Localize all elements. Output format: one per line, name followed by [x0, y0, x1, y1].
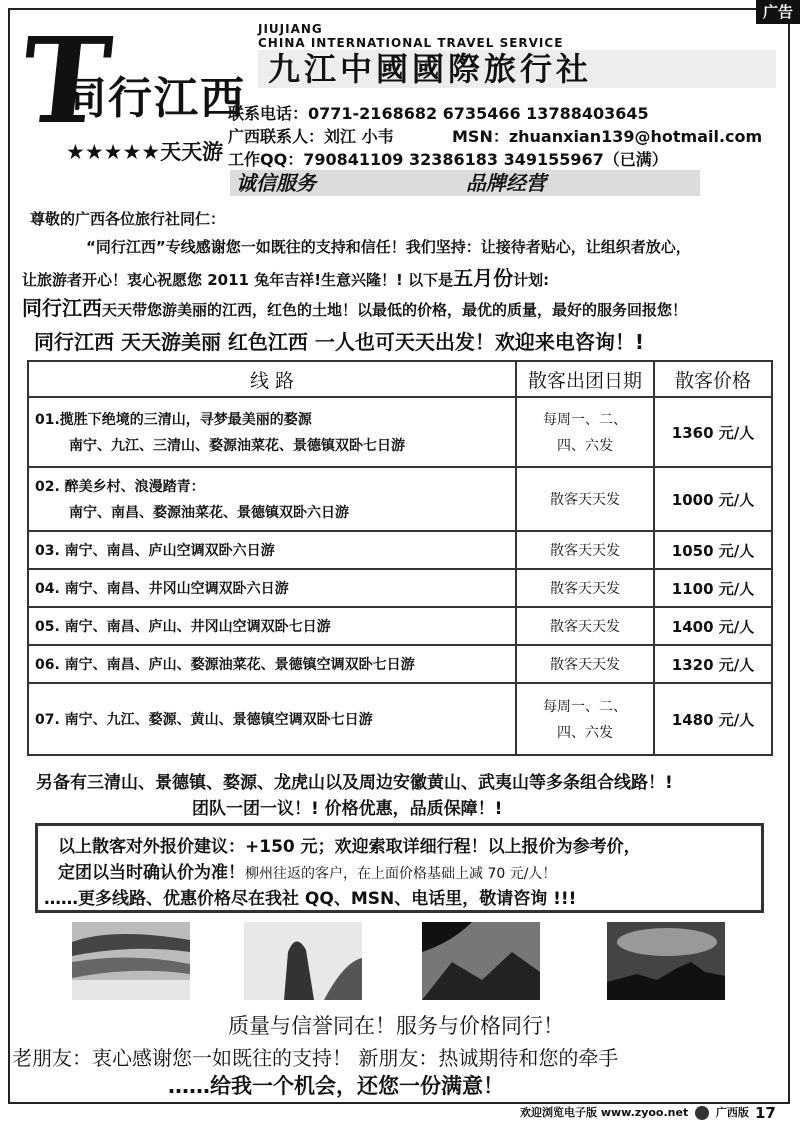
route-description: [28, 467, 516, 531]
notice-line-1: 以上散客对外报价建议：+150 元；欢迎索取详细行程！以上报价为参考价，: [58, 837, 641, 857]
route-row: [28, 467, 772, 531]
notice-line-3: ……更多线路、优惠价格尽在我社 QQ、MSN、电话里，敬请咨询 !!!: [44, 889, 577, 909]
route-itinerary: 南宁、南昌、婺源油菜花、景德镇双卧六日游: [69, 505, 349, 521]
ad-tag: 广告: [756, 0, 800, 24]
footer-line-1: 质量与信誉同在！服务与价格同行！: [228, 1014, 564, 1038]
contact-qq: 工作QQ：790841109 32386183 349155967（已满）: [228, 150, 668, 169]
intro-line-3-text: 天天带您游美丽的江西，红色的土地！以最低的价格，最优的质量，最好的服务回报您！: [102, 301, 688, 319]
route-price: 1100 元/人: [654, 569, 772, 607]
route-price: 1360 元/人: [654, 397, 772, 467]
route-title: 01.揽胜下绝境的三清山，寻梦最美丽的婺源: [35, 412, 312, 428]
intro-line-2-end: 计划:: [513, 271, 550, 289]
departure-date: [516, 467, 654, 531]
mountain-photo: [422, 922, 540, 1000]
date-line: 散客天天发: [550, 492, 620, 508]
route-itinerary: 南宁、九江、三清山、婺源油菜花、景德镇双卧七日游: [69, 438, 405, 454]
combo-line-1: 另备有三清山、景德镇、婺源、龙虎山以及周边安徽黄山、武夷山等多条组合线路！!: [36, 773, 673, 793]
terraced-fields-photo: [72, 922, 190, 1000]
month-highlight: 五月份: [453, 266, 514, 290]
contact-msn: MSN：zhuanxian139@hotmail.com: [452, 127, 763, 146]
globe-icon: [695, 1106, 709, 1120]
route-price: 1050 元/人: [654, 531, 772, 569]
departure-date: [516, 569, 654, 607]
footer-line-2: 老朋友：衷心感谢您一如既往的支持！ 新朋友：热诚期待和您的牵手: [12, 1046, 619, 1070]
route-description: [28, 531, 516, 569]
route-description: [28, 397, 516, 467]
route-title: 02. 醉美乡村、浪漫踏青：: [35, 479, 205, 495]
notice-box: [35, 823, 764, 913]
route-title: 05. 南宁、南昌、庐山、井冈山空调双卧七日游: [35, 619, 331, 635]
departure-date: [516, 683, 654, 755]
departure-date: [516, 531, 654, 569]
route-row: [28, 569, 772, 607]
route-description: [28, 569, 516, 607]
route-price: 1400 元/人: [654, 607, 772, 645]
main-slogan: 同行江西 天天游美丽 红色江西 一人也可天天出发！欢迎来电咨询！!: [34, 330, 645, 354]
motto-service: 诚信服务: [236, 171, 316, 195]
routes-table: [27, 360, 773, 756]
greeting: 尊敬的广西各位旅行社同仁：: [30, 210, 226, 228]
date-line-2: 四、六发: [557, 438, 613, 454]
date-line: 散客天天发: [550, 581, 620, 597]
logo-subtitle-text: 天天游: [160, 140, 224, 164]
header-route: 线 路: [28, 361, 516, 397]
brand-pinyin: JIUJIANG: [258, 22, 323, 36]
route-price: 1480 元/人: [654, 683, 772, 755]
departure-date: [516, 607, 654, 645]
route-title: 07. 南宁、九江、婺源、黄山、景德镇空调双卧七日游: [35, 712, 373, 728]
logo-subtitle: [66, 136, 223, 166]
sunset-pagoda-photo: [607, 922, 725, 1000]
route-description: [28, 645, 516, 683]
route-price: 1320 元/人: [654, 645, 772, 683]
route-title: 03. 南宁、南昌、庐山空调双卧六日游: [35, 543, 275, 559]
date-line: 散客天天发: [550, 543, 620, 559]
statue-photo: [244, 922, 362, 1000]
notice-line-2-main: 定团以当时确认价为准！: [58, 863, 245, 883]
footer-site: [520, 1104, 749, 1120]
date-line: 散客天天发: [550, 657, 620, 673]
motto-bar: [230, 170, 700, 196]
intro-line-2: [22, 262, 549, 291]
motto-brand: 品牌经营: [466, 171, 546, 195]
route-description: [28, 683, 516, 755]
date-line: 散客天天发: [550, 619, 620, 635]
route-description: [28, 607, 516, 645]
rating-stars: ★★★★★: [66, 140, 161, 164]
route-row: [28, 397, 772, 467]
site-link[interactable]: 欢迎浏览电子版 www.zyoo.net: [520, 1106, 689, 1119]
edition-label: 广西版: [715, 1106, 749, 1119]
page-number: 17: [755, 1104, 776, 1122]
departure-date: [516, 645, 654, 683]
brand-english: CHINA INTERNATIONAL TRAVEL SERVICE: [258, 36, 564, 50]
header-price: 散客价格: [654, 361, 772, 397]
notice-line-2: [58, 858, 556, 883]
route-price: 1000 元/人: [654, 467, 772, 531]
intro-line-1: “同行江西”专线感谢您一如既往的支持和信任！我们坚持：让接待者贴心，让组织者放心，: [86, 238, 691, 256]
date-line-2: 四、六发: [557, 725, 613, 741]
route-row: [28, 607, 772, 645]
route-row: [28, 683, 772, 755]
departure-date: [516, 397, 654, 467]
brand-highlight: 同行江西: [22, 296, 102, 320]
contact-person: 广西联系人：刘江 小韦: [228, 127, 394, 146]
combo-line-2: 团队一团一议！! 价格优惠，品质保障！!: [192, 799, 503, 819]
route-row: [28, 645, 772, 683]
intro-line-2-text: 让旅游者开心！衷心祝愿您 2011 兔年吉祥!生意兴隆！! 以下是: [22, 271, 454, 289]
route-title: 06. 南宁、南昌、庐山、婺源油菜花、景德镇空调双卧七日游: [35, 657, 415, 673]
intro-line-3: [22, 292, 687, 321]
notice-line-2-note: 柳州往返的客户，在上面价格基础上减 70 元/人！: [245, 866, 557, 882]
footer-line-3: ……给我一个机会，还您一份满意！: [168, 1074, 504, 1098]
date-line: 每周一、二、: [543, 412, 627, 428]
logo-letter: T: [14, 11, 118, 150]
contact-phone: 联系电话：0771-2168682 6735466 13788403645: [228, 104, 649, 123]
brand-chinese: 九江中國國際旅行社: [258, 50, 776, 88]
date-line: 每周一、二、: [543, 699, 627, 715]
route-row: [28, 531, 772, 569]
header-date: 散客出团日期: [516, 361, 654, 397]
route-title: 04. 南宁、南昌、井冈山空调双卧六日游: [35, 581, 289, 597]
logo-name: 同行江西: [62, 73, 246, 124]
